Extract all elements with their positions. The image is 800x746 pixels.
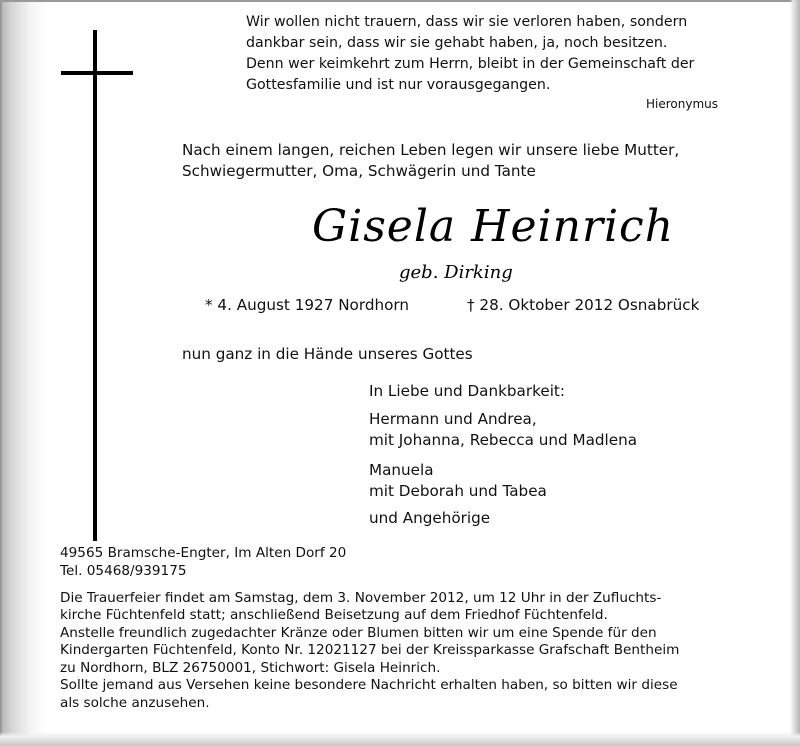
mourner-line: und Angehörige: [369, 509, 491, 527]
notice-line: Kindergarten Füchtenfeld, Konto Nr. 12021127 bei der Kreissparkasse Grafschaft Bentheim: [60, 642, 680, 658]
frame-shadow-right: [790, 0, 800, 746]
quote-author: Hieronymus: [646, 97, 719, 111]
deceased-name: Gisela Heinrich: [312, 201, 675, 252]
mourner-line: mit Deborah und Tabea: [369, 482, 547, 500]
mourner-line: Manuela: [369, 461, 434, 479]
notice-line: Anstelle freundlich zugedachter Kränze oder Blumen bitten wir um eine Spende für den: [60, 625, 657, 641]
birth-date: * 4. August 1927 Nordhorn: [205, 296, 409, 314]
notice-line: Sollte jemand aus Versehen keine besondere Nachricht erhalten haben, so bitten wir diese: [60, 677, 678, 693]
hands-line: nun ganz in die Hände unseres Gottes: [182, 345, 473, 363]
quote-line-3: Denn wer keimkehrt zum Herrn, bleibt in der Gemeinschaft der: [246, 56, 695, 72]
mourners-heading: In Liebe und Dankbarkeit:: [369, 382, 565, 400]
intro-line-2: Schwiegermutter, Oma, Schwägerin und Tante: [182, 162, 536, 180]
frame-shadow-bottom: [0, 732, 800, 746]
notice-line: zu Nordhorn, BLZ 26750001, Stichwort: Gisela Heinrich.: [60, 660, 441, 676]
notice-line: als solche anzusehen.: [60, 695, 210, 711]
mourner-line: Hermann und Andrea,: [369, 410, 537, 428]
maiden-name: geb. Dirking: [399, 262, 513, 283]
cross-icon-beam: [61, 71, 133, 75]
quote-line-1: Wir wollen nicht trauern, dass wir sie verloren haben, sondern: [246, 14, 688, 30]
intro-line-1: Nach einem langen, reichen Leben legen wir unsere liebe Mutter,: [182, 141, 680, 159]
notice-line: kirche Füchtenfeld statt; anschließend Beisetzung auf dem Friedhof Füchtenfeld.: [60, 607, 608, 623]
mourner-line: mit Johanna, Rebecca und Madlena: [369, 431, 638, 449]
quote-line-2: dankbar sein, dass wir sie gehabt haben, ja, noch besitzen.: [246, 35, 668, 51]
death-date: † 28. Oktober 2012 Osnabrück: [467, 296, 700, 314]
cross-icon: [93, 30, 97, 541]
notice-line: Die Trauerfeier findet am Samstag, dem 3. November 2012, um 12 Uhr in der Zufluchts-: [60, 590, 662, 606]
contact-phone: Tel. 05468/939175: [60, 563, 187, 579]
contact-address: 49565 Bramsche-Engter, Im Alten Dorf 20: [60, 545, 347, 561]
quote-line-4: Gottesfamilie und ist nur vorausgegangen.: [246, 77, 551, 93]
